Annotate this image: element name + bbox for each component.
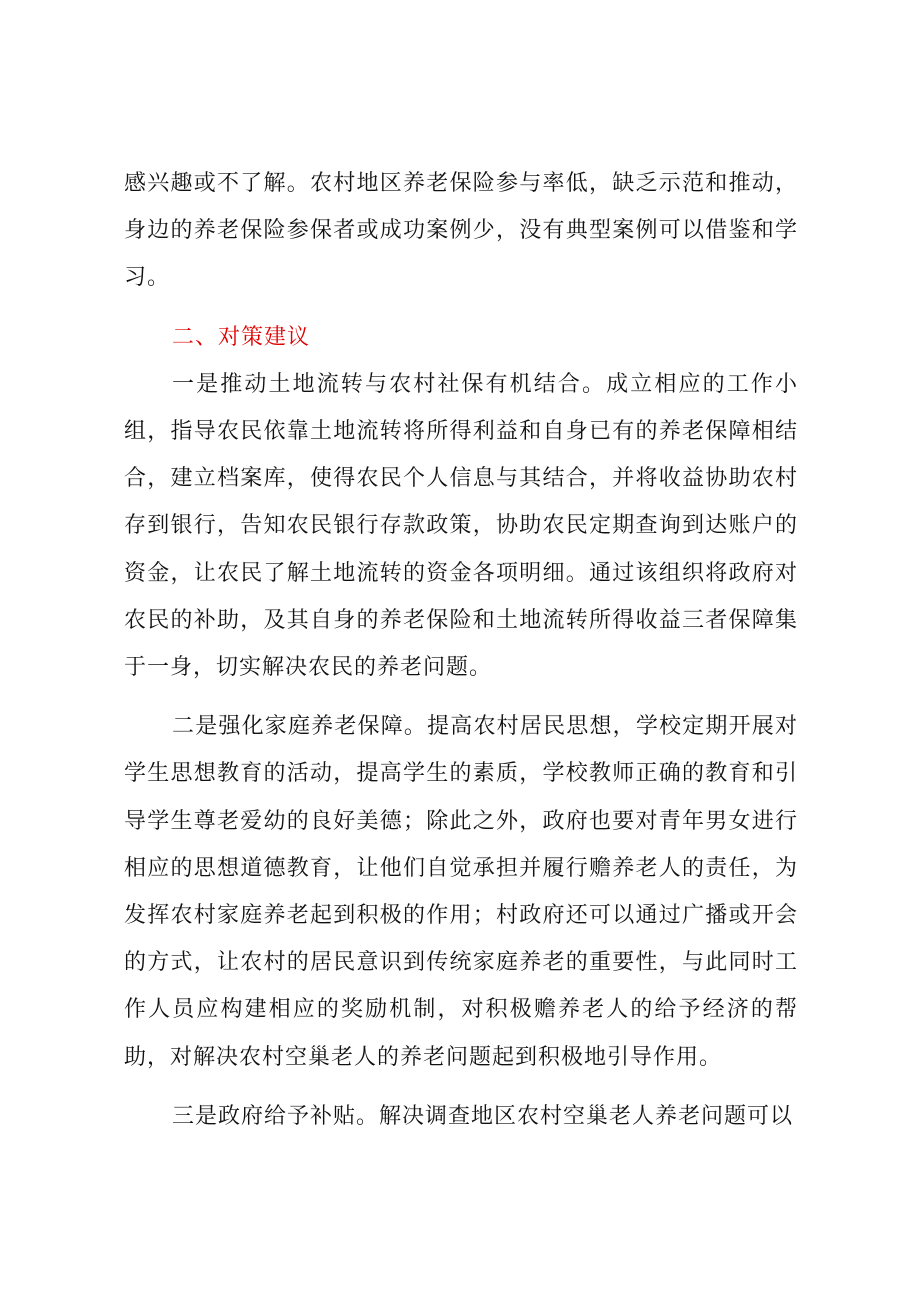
paragraph-gap	[124, 691, 798, 703]
document-body	[124, 160, 798, 1140]
paragraph-gap	[124, 1081, 798, 1093]
paragraph-government-subsidy: 三是政府给予补贴。解决调查地区农村空巢老人养老问题可以	[172, 1103, 794, 1129]
section-heading: 二、对策建议	[172, 324, 311, 350]
paragraph-continuation: 感兴趣或不了解。农村地区养老保险参与率低，缺乏示范和推动，身边的养老保险参保者或成功案例少，没有典型案例可以借鉴和学习。	[124, 171, 798, 291]
paragraph-gap	[124, 302, 798, 314]
paragraph-land-transfer: 一是推动土地流转与农村社保有机结合。成立相应的工作小组，指导农民依靠土地流转将所得利益和自身已有的养老保障相结合，建立档案库，使得农民个人信息与其结合，并将收益协助农村存到银行，告知农民银行存款政策，协助农民定期查询到达账户的资金，让农民了解土地流转的资金各项明细。通过该组织将政府对农民的补助，及其自身的养老保险和土地流转所得收益三者保障集于一身，切实解决农民的养老问题。	[124, 371, 798, 681]
paragraph-family-support: 二是强化家庭养老保障。提高农村居民思想，学校定期开展对学生思想教育的活动，提高学生的素质，学校教师正确的教育和引导学生尊老爱幼的良好美德；除此之外，政府也要对青年男女进行相应的思想道德教育，让他们自觉承担并履行赡养老人的责任，为发挥农村家庭养老起到积极的作用；村政府还可以通过广播或开会的方式，让农村的居民意识到传统家庭养老的重要性，与此同时工作人员应构建相应的奖励机制，对积极赡养老人的给予经济的帮助，对解决农村空巢老人的养老问题起到积极地引导作用。	[124, 714, 798, 1070]
